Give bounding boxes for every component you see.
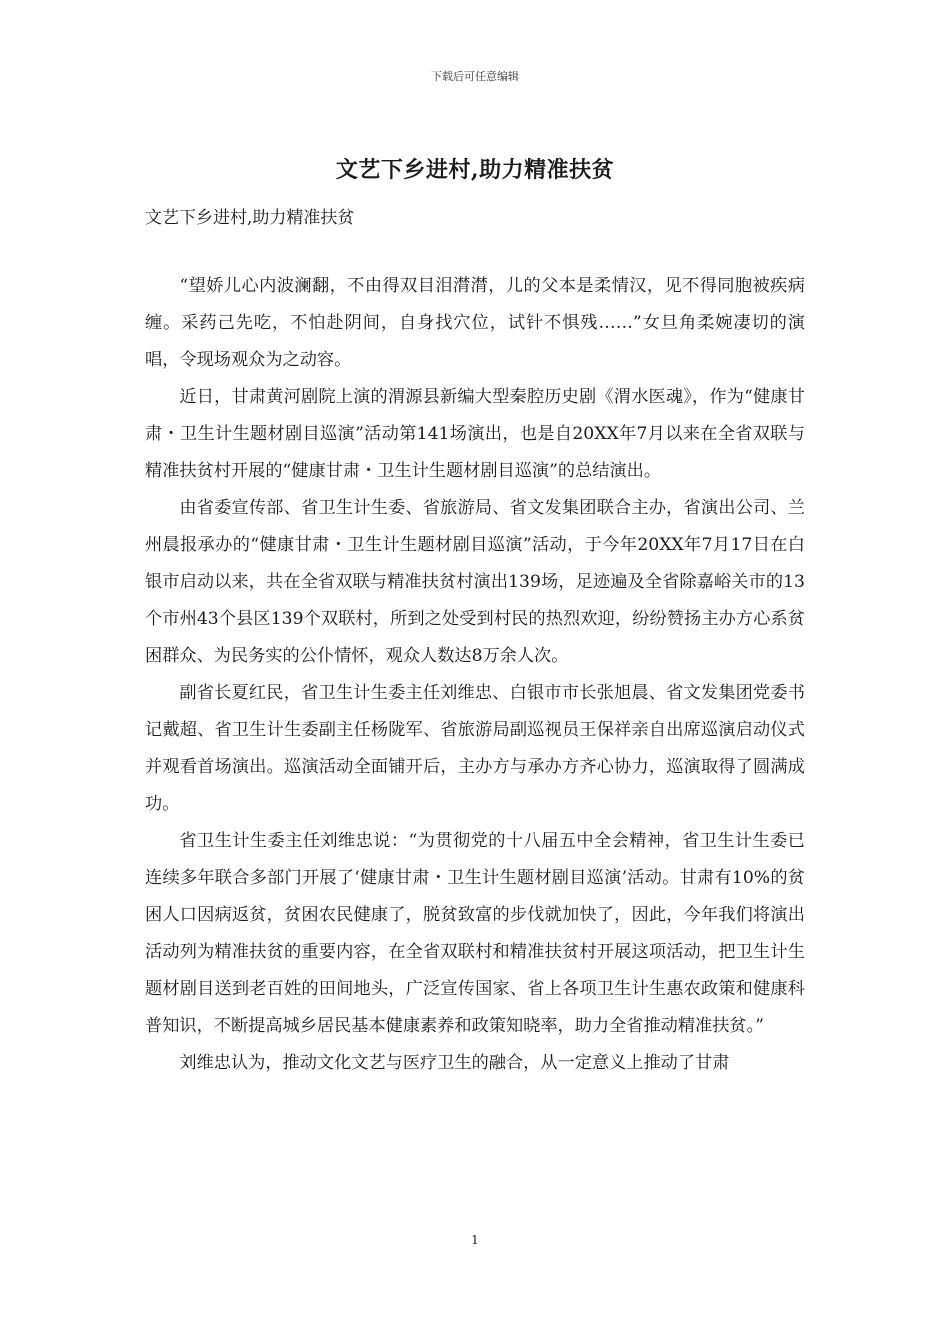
page-number: 1 — [471, 1233, 479, 1247]
document-body — [145, 268, 805, 1082]
paragraph: 由省委宣传部、省卫生计生委、省旅游局、省文发集团联合主办，省演出公司、兰州晨报承办的“健康甘肃・卫生计生题材剧目巡演”活动，于今年20XX年7月17日在白银市启动以来，共在全省双联与精准扶贫村演出139场，足迹遍及全省除嘉峪关市的13个市州43个县区139个双联村，所到之处受到村民的热烈欢迎，纷纷赞扬主办方心系贫困群众、为民务实的公仆情怀，观众人数达8万余人次。 — [145, 498, 805, 666]
paragraph: 副省长夏红民，省卫生计生委主任刘维忠、白银市市长张旭晨、省文发集团党委书记戴超、省卫生计生委副主任杨陇军、省旅游局副巡视员王保祥亲自出席巡演启动仪式并观看首场演出。巡演活动全面铺开后，主办方与承办方齐心协力，巡演取得了圆满成功。 — [145, 683, 805, 814]
paragraph: “望娇儿心内波澜翻，不由得双目泪潸潸，儿的父本是柔情汉，见不得同胞被疾病缠。采药己先吃，不怕赴阴间，自身找穴位，试针不惧残……”女旦角柔婉凄切的演唱，令现场观众为之动容。 — [145, 276, 805, 370]
document-title: 文艺下乡进村,助力精准扶贫 — [335, 157, 615, 183]
document-subtitle: 文艺下乡进村,助力精准扶贫 — [145, 208, 355, 228]
paragraph: 刘维忠认为，推动文化文艺与医疗卫生的融合，从一定意义上推动了甘肃 — [179, 1053, 730, 1073]
paragraph: 省卫生计生委主任刘维忠说：“为贯彻党的十八届五中全会精神，省卫生计生委已连续多年联合多部门开展了‘健康甘肃・卫生计生题材剧目巡演’活动。甘肃有10%的贫困人口因病返贫，贫困农民健康了，脱贫致富的步伐就加快了，因此，今年我们将演出活动列为精准扶贫的重要内容，在全省双联村和精准扶贫村开展这项活动，把卫生计生题材剧目送到老百姓的田间地头，广泛宣传国家、省上各项卫生计生惠农政策和健康科普知识，不断提高城乡居民基本健康素养和政策知晓率，助力全省推动精准扶贫。” — [145, 831, 805, 1036]
header-note: 下载后可任意编辑 — [431, 70, 519, 83]
paragraph: 近日，甘肃黄河剧院上演的渭源县新编大型秦腔历史剧《渭水医魂》，作为“健康甘肃・卫生计生题材剧目巡演”活动第141场演出，也是自20XX年7月以来在全省双联与精准扶贫村开展的“健康甘肃・卫生计生题材剧目巡演”的总结演出。 — [145, 387, 805, 481]
